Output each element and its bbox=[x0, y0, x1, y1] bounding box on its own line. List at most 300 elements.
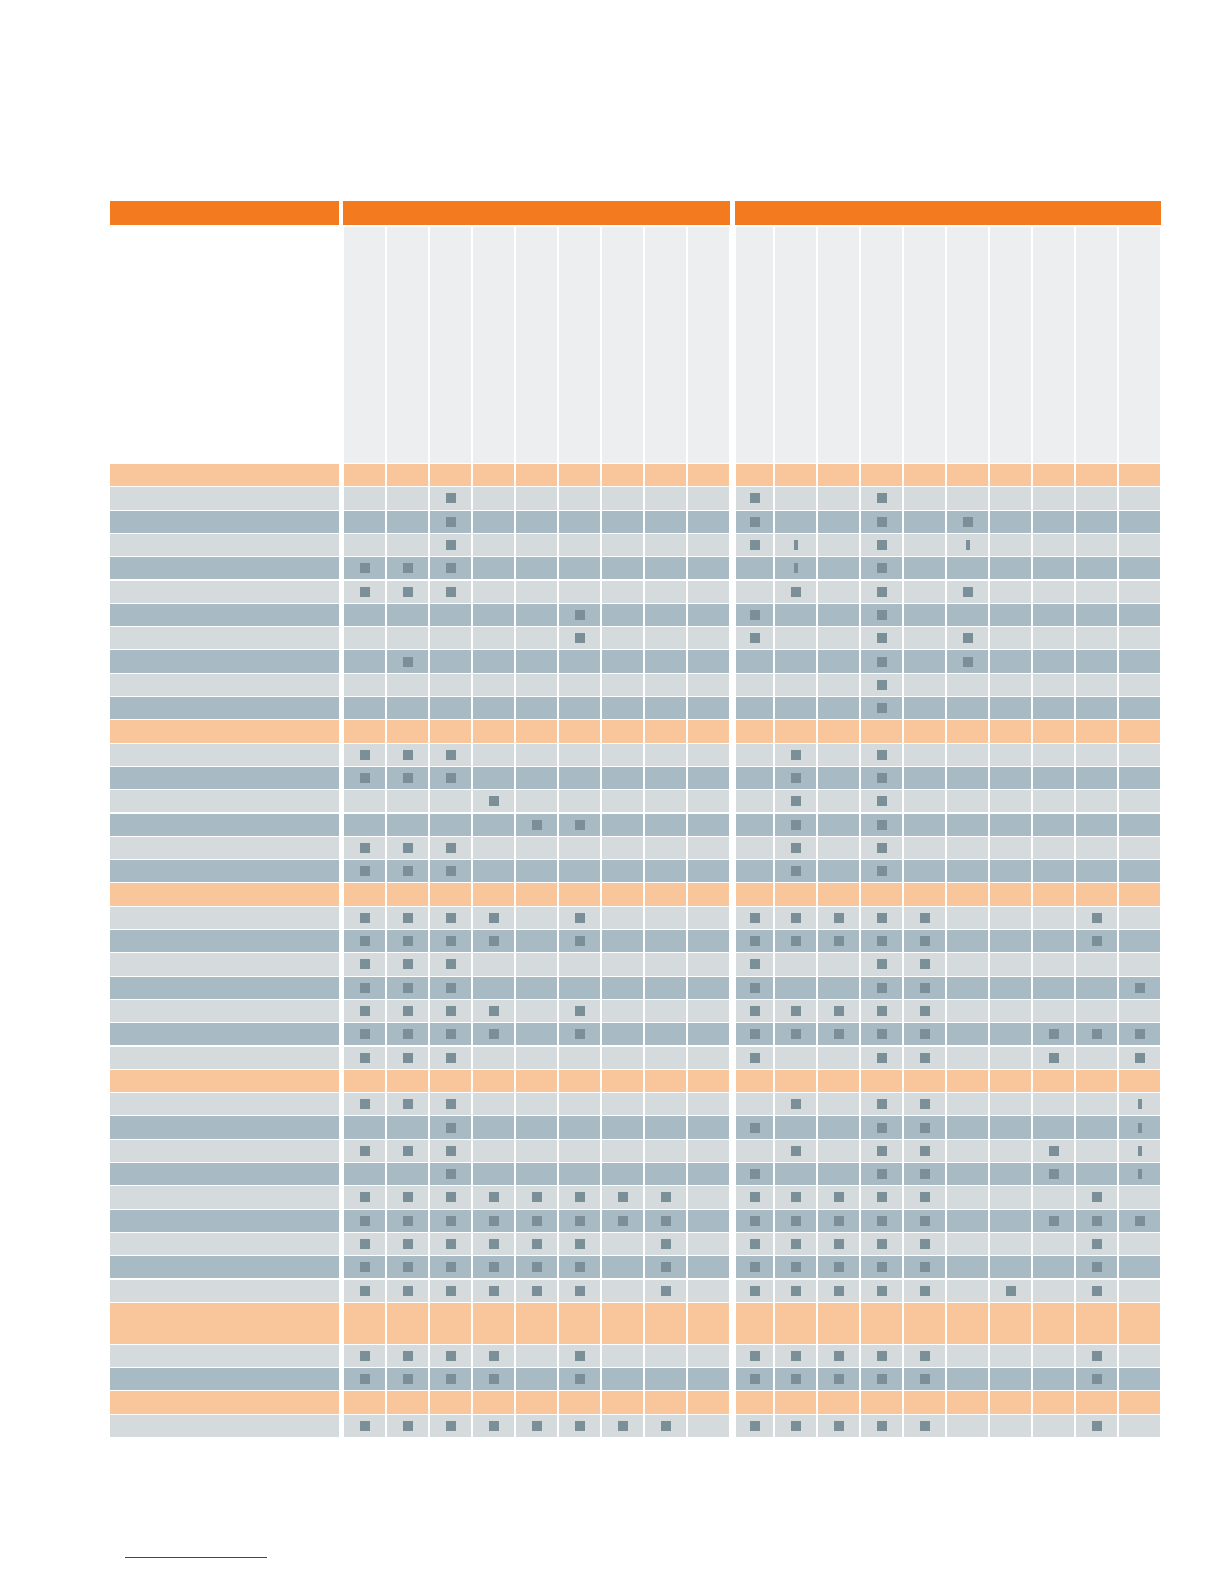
check-square-icon bbox=[403, 1146, 413, 1156]
column-header-right-4 bbox=[861, 227, 902, 463]
check-square-icon bbox=[575, 913, 585, 923]
check-square-icon bbox=[575, 1351, 585, 1361]
section-header-left-cell-9 bbox=[688, 1391, 729, 1413]
table-row-right-cell-8 bbox=[1033, 1116, 1074, 1138]
table-row-label bbox=[110, 907, 339, 929]
table-row-right-cell-6 bbox=[947, 953, 988, 975]
table-row-right-cell-5 bbox=[904, 627, 945, 649]
table-row-right-cell-7 bbox=[990, 744, 1031, 766]
table-row-right-cell-1 bbox=[736, 814, 773, 836]
check-square-icon bbox=[532, 1286, 542, 1296]
check-square-icon bbox=[489, 936, 499, 946]
table-row-right-cell-8 bbox=[1033, 1256, 1074, 1278]
check-square-icon bbox=[877, 1239, 887, 1249]
check-square-icon bbox=[1135, 1029, 1145, 1039]
check-square-icon bbox=[1049, 1169, 1059, 1179]
check-square-icon bbox=[877, 517, 887, 527]
section-header-right-cell-4 bbox=[861, 1303, 902, 1344]
table-row-left-cell-2 bbox=[387, 627, 428, 649]
check-square-icon bbox=[877, 1053, 887, 1063]
table-row-label bbox=[110, 1415, 339, 1437]
check-square-icon bbox=[1135, 1053, 1145, 1063]
check-square-icon bbox=[1092, 1262, 1102, 1272]
check-square-icon bbox=[360, 1421, 370, 1431]
table-row-right-cell-2 bbox=[775, 977, 816, 999]
table-row-right-cell-6 bbox=[947, 1186, 988, 1208]
check-square-icon bbox=[403, 843, 413, 853]
table-row-right-cell-5 bbox=[904, 697, 945, 719]
header-bar-label bbox=[110, 201, 339, 225]
table-row-left-cell-9 bbox=[688, 487, 729, 509]
table-row-right-cell-9 bbox=[1076, 604, 1117, 626]
table-row-left-cell-3 bbox=[430, 650, 471, 672]
table-row-right-cell-10 bbox=[1119, 674, 1160, 696]
table-row-left-cell-9 bbox=[688, 837, 729, 859]
section-header-left-cell-2 bbox=[387, 1070, 428, 1092]
table-row-right-cell-8 bbox=[1033, 1345, 1074, 1367]
check-square-icon bbox=[877, 633, 887, 643]
check-square-icon bbox=[920, 1239, 930, 1249]
check-square-icon bbox=[446, 1169, 456, 1179]
table-row-label bbox=[110, 557, 339, 579]
check-square-icon bbox=[575, 633, 585, 643]
check-square-icon bbox=[360, 1239, 370, 1249]
check-square-icon bbox=[618, 1216, 628, 1226]
table-row-right-cell-7 bbox=[990, 1186, 1031, 1208]
check-square-icon bbox=[920, 959, 930, 969]
table-row-left-cell-1 bbox=[344, 604, 385, 626]
table-row-right-cell-7 bbox=[990, 534, 1031, 556]
section-header-left-cell-5 bbox=[516, 720, 557, 742]
table-row-left-cell-8 bbox=[645, 790, 686, 812]
table-row-right-cell-7 bbox=[990, 581, 1031, 603]
table-row-left-cell-5 bbox=[516, 1368, 557, 1390]
table-row-right-cell-6 bbox=[947, 1280, 988, 1302]
column-header-left-3 bbox=[430, 227, 471, 463]
table-row-left-cell-7 bbox=[602, 674, 643, 696]
table-row-left-cell-9 bbox=[688, 1116, 729, 1138]
table-row-right-cell-7 bbox=[990, 1256, 1031, 1278]
table-row-right-cell-9 bbox=[1076, 1163, 1117, 1185]
table-row-right-cell-6 bbox=[947, 487, 988, 509]
section-header-right-cell-3 bbox=[818, 1303, 859, 1344]
check-square-icon bbox=[360, 1053, 370, 1063]
check-square-icon bbox=[446, 913, 456, 923]
table-row-left-cell-2 bbox=[387, 487, 428, 509]
check-square-icon bbox=[360, 1192, 370, 1202]
table-row-label bbox=[110, 511, 339, 533]
check-square-icon bbox=[791, 1421, 801, 1431]
table-row-right-cell-9 bbox=[1076, 1116, 1117, 1138]
table-row-left-cell-8 bbox=[645, 814, 686, 836]
check-square-icon bbox=[877, 843, 887, 853]
check-square-icon bbox=[489, 1216, 499, 1226]
section-header-right-cell-2 bbox=[775, 1070, 816, 1092]
partial-tick-icon bbox=[794, 540, 798, 550]
check-square-icon bbox=[750, 1262, 760, 1272]
section-header-right-cell-3 bbox=[818, 464, 859, 486]
table-row-left-cell-8 bbox=[645, 604, 686, 626]
table-row-left-cell-8 bbox=[645, 581, 686, 603]
table-row-left-cell-9 bbox=[688, 581, 729, 603]
table-row-left-cell-9 bbox=[688, 1415, 729, 1437]
table-row-left-cell-8 bbox=[645, 860, 686, 882]
check-square-icon bbox=[877, 1146, 887, 1156]
table-row-left-cell-7 bbox=[602, 1233, 643, 1255]
table-row-left-cell-8 bbox=[645, 674, 686, 696]
column-header-right-3 bbox=[818, 227, 859, 463]
table-row-left-cell-9 bbox=[688, 1140, 729, 1162]
check-square-icon bbox=[750, 1123, 760, 1133]
check-square-icon bbox=[791, 936, 801, 946]
check-square-icon bbox=[750, 1351, 760, 1361]
table-row-right-cell-5 bbox=[904, 790, 945, 812]
table-row-left-cell-8 bbox=[645, 487, 686, 509]
table-row-right-cell-8 bbox=[1033, 744, 1074, 766]
table-row-left-cell-5 bbox=[516, 557, 557, 579]
section-header-right-cell-10 bbox=[1119, 883, 1160, 905]
check-square-icon bbox=[360, 750, 370, 760]
check-square-icon bbox=[877, 680, 887, 690]
table-row-left-cell-6 bbox=[559, 977, 600, 999]
table-row-left-cell-1 bbox=[344, 790, 385, 812]
table-row-right-cell-8 bbox=[1033, 697, 1074, 719]
table-row-right-cell-8 bbox=[1033, 930, 1074, 952]
check-square-icon bbox=[877, 913, 887, 923]
check-square-icon bbox=[489, 1192, 499, 1202]
table-row-left-cell-7 bbox=[602, 1047, 643, 1069]
check-square-icon bbox=[920, 1053, 930, 1063]
check-square-icon bbox=[532, 1216, 542, 1226]
check-square-icon bbox=[877, 563, 887, 573]
check-square-icon bbox=[963, 657, 973, 667]
check-square-icon bbox=[489, 1262, 499, 1272]
table-row-right-cell-8 bbox=[1033, 534, 1074, 556]
section-header-left-cell-2 bbox=[387, 464, 428, 486]
table-row-left-cell-2 bbox=[387, 604, 428, 626]
table-row-left-cell-5 bbox=[516, 953, 557, 975]
check-square-icon bbox=[403, 773, 413, 783]
table-row-label bbox=[110, 1093, 339, 1115]
table-row-right-cell-10 bbox=[1119, 930, 1160, 952]
table-row-left-cell-9 bbox=[688, 534, 729, 556]
table-row-left-cell-7 bbox=[602, 860, 643, 882]
table-row-right-cell-7 bbox=[990, 1233, 1031, 1255]
table-row-right-cell-8 bbox=[1033, 627, 1074, 649]
table-row-right-cell-9 bbox=[1076, 790, 1117, 812]
table-row-right-cell-8 bbox=[1033, 790, 1074, 812]
check-square-icon bbox=[791, 1192, 801, 1202]
table-row-right-cell-9 bbox=[1076, 697, 1117, 719]
section-header-right-cell-1 bbox=[736, 1070, 773, 1092]
check-square-icon bbox=[791, 1146, 801, 1156]
column-header-left-7 bbox=[602, 227, 643, 463]
section-header-right-cell-6 bbox=[947, 1303, 988, 1344]
table-row-left-cell-7 bbox=[602, 744, 643, 766]
check-square-icon bbox=[489, 1374, 499, 1384]
check-square-icon bbox=[575, 936, 585, 946]
table-row-left-cell-5 bbox=[516, 674, 557, 696]
table-row-right-cell-10 bbox=[1119, 1000, 1160, 1022]
section-header-right-cell-10 bbox=[1119, 464, 1160, 486]
table-row-left-cell-7 bbox=[602, 511, 643, 533]
table-row-right-cell-3 bbox=[818, 977, 859, 999]
table-row-left-cell-9 bbox=[688, 1000, 729, 1022]
table-row-left-cell-7 bbox=[602, 1280, 643, 1302]
check-square-icon bbox=[1092, 1239, 1102, 1249]
table-row-left-cell-4 bbox=[473, 860, 514, 882]
table-row-right-cell-6 bbox=[947, 1000, 988, 1022]
check-square-icon bbox=[877, 820, 887, 830]
table-row-right-cell-8 bbox=[1033, 837, 1074, 859]
table-row-right-cell-9 bbox=[1076, 860, 1117, 882]
table-row-left-cell-6 bbox=[559, 1163, 600, 1185]
section-header-right-cell-7 bbox=[990, 1391, 1031, 1413]
table-row-right-cell-7 bbox=[990, 1345, 1031, 1367]
check-square-icon bbox=[403, 563, 413, 573]
table-row-left-cell-5 bbox=[516, 977, 557, 999]
table-row-left-cell-6 bbox=[559, 674, 600, 696]
table-row-right-cell-6 bbox=[947, 1210, 988, 1232]
table-row-left-cell-5 bbox=[516, 604, 557, 626]
section-header-right-cell-6 bbox=[947, 883, 988, 905]
check-square-icon bbox=[750, 493, 760, 503]
table-row-label bbox=[110, 1140, 339, 1162]
check-square-icon bbox=[834, 1216, 844, 1226]
table-row-left-cell-4 bbox=[473, 1140, 514, 1162]
footnote-divider bbox=[125, 1557, 267, 1558]
table-row-right-cell-6 bbox=[947, 604, 988, 626]
table-row-right-cell-5 bbox=[904, 650, 945, 672]
section-header-left-cell-6 bbox=[559, 1070, 600, 1092]
column-header-left-4 bbox=[473, 227, 514, 463]
table-row-left-cell-9 bbox=[688, 604, 729, 626]
table-row-left-cell-8 bbox=[645, 1116, 686, 1138]
table-row-right-cell-9 bbox=[1076, 1047, 1117, 1069]
check-square-icon bbox=[834, 913, 844, 923]
check-square-icon bbox=[877, 1169, 887, 1179]
check-square-icon bbox=[877, 1006, 887, 1016]
table-row-right-cell-10 bbox=[1119, 1186, 1160, 1208]
check-square-icon bbox=[877, 587, 887, 597]
table-row-right-cell-5 bbox=[904, 860, 945, 882]
check-square-icon bbox=[791, 1374, 801, 1384]
table-row-left-cell-8 bbox=[645, 744, 686, 766]
table-row-left-cell-7 bbox=[602, 1163, 643, 1185]
table-row-left-cell-3 bbox=[430, 790, 471, 812]
table-row-right-cell-10 bbox=[1119, 604, 1160, 626]
check-square-icon bbox=[920, 1262, 930, 1272]
check-square-icon bbox=[877, 1421, 887, 1431]
section-header-left-cell-8 bbox=[645, 720, 686, 742]
column-header-right-8 bbox=[1033, 227, 1074, 463]
table-row-left-cell-9 bbox=[688, 1163, 729, 1185]
table-row-right-cell-8 bbox=[1033, 1280, 1074, 1302]
table-row-right-cell-9 bbox=[1076, 511, 1117, 533]
check-square-icon bbox=[360, 959, 370, 969]
section-header-left-cell-1 bbox=[344, 883, 385, 905]
section-header-right-cell-9 bbox=[1076, 1391, 1117, 1413]
check-square-icon bbox=[1092, 1351, 1102, 1361]
table-row-right-cell-1 bbox=[736, 650, 773, 672]
table-row-left-cell-4 bbox=[473, 837, 514, 859]
table-row-left-cell-6 bbox=[559, 557, 600, 579]
table-row-left-cell-9 bbox=[688, 674, 729, 696]
table-row-left-cell-1 bbox=[344, 1163, 385, 1185]
section-header-left-cell-8 bbox=[645, 883, 686, 905]
section-header-right-cell-9 bbox=[1076, 1070, 1117, 1092]
table-row-label bbox=[110, 814, 339, 836]
check-square-icon bbox=[791, 750, 801, 760]
check-square-icon bbox=[920, 1099, 930, 1109]
table-row-label bbox=[110, 604, 339, 626]
section-header-right-cell-6 bbox=[947, 464, 988, 486]
check-square-icon bbox=[791, 587, 801, 597]
section-header-left-cell-6 bbox=[559, 883, 600, 905]
table-row-left-cell-4 bbox=[473, 604, 514, 626]
check-square-icon bbox=[360, 773, 370, 783]
check-square-icon bbox=[661, 1216, 671, 1226]
check-square-icon bbox=[446, 959, 456, 969]
table-row-left-cell-6 bbox=[559, 697, 600, 719]
table-row-left-cell-6 bbox=[559, 767, 600, 789]
table-row-right-cell-1 bbox=[736, 1093, 773, 1115]
table-row-right-cell-3 bbox=[818, 674, 859, 696]
section-header-left-cell-7 bbox=[602, 720, 643, 742]
section-header-right-cell-4 bbox=[861, 1070, 902, 1092]
check-square-icon bbox=[446, 843, 456, 853]
table-row-left-cell-6 bbox=[559, 487, 600, 509]
table-row-left-cell-3 bbox=[430, 604, 471, 626]
check-square-icon bbox=[446, 1029, 456, 1039]
table-row-left-cell-9 bbox=[688, 790, 729, 812]
section-header-left-cell-3 bbox=[430, 720, 471, 742]
check-square-icon bbox=[920, 1006, 930, 1016]
check-square-icon bbox=[446, 1192, 456, 1202]
table-row-left-cell-7 bbox=[602, 790, 643, 812]
check-square-icon bbox=[446, 1123, 456, 1133]
check-square-icon bbox=[791, 1029, 801, 1039]
check-square-icon bbox=[446, 563, 456, 573]
check-square-icon bbox=[360, 1006, 370, 1016]
table-row-left-cell-8 bbox=[645, 1163, 686, 1185]
section-header-label bbox=[110, 720, 339, 742]
table-row-label bbox=[110, 953, 339, 975]
check-square-icon bbox=[403, 1216, 413, 1226]
table-row-right-cell-10 bbox=[1119, 650, 1160, 672]
check-square-icon bbox=[360, 1216, 370, 1226]
table-row-right-cell-6 bbox=[947, 1415, 988, 1437]
check-square-icon bbox=[403, 1351, 413, 1361]
check-square-icon bbox=[750, 1192, 760, 1202]
section-header-label bbox=[110, 883, 339, 905]
table-row-left-cell-5 bbox=[516, 1023, 557, 1045]
table-row-left-cell-7 bbox=[602, 1140, 643, 1162]
section-header-left-cell-4 bbox=[473, 1391, 514, 1413]
check-square-icon bbox=[446, 1099, 456, 1109]
section-header-left-cell-1 bbox=[344, 1303, 385, 1344]
check-square-icon bbox=[877, 1262, 887, 1272]
check-square-icon bbox=[834, 1192, 844, 1202]
table-row-left-cell-4 bbox=[473, 697, 514, 719]
check-square-icon bbox=[750, 540, 760, 550]
table-row-right-cell-6 bbox=[947, 930, 988, 952]
check-square-icon bbox=[446, 983, 456, 993]
table-row-left-cell-5 bbox=[516, 697, 557, 719]
table-row-left-cell-5 bbox=[516, 907, 557, 929]
table-row-right-cell-1 bbox=[736, 860, 773, 882]
table-row-right-cell-8 bbox=[1033, 814, 1074, 836]
table-row-label bbox=[110, 1186, 339, 1208]
table-row-left-cell-7 bbox=[602, 627, 643, 649]
check-square-icon bbox=[877, 1099, 887, 1109]
table-row-right-cell-10 bbox=[1119, 511, 1160, 533]
table-row-left-cell-1 bbox=[344, 627, 385, 649]
check-square-icon bbox=[1049, 1146, 1059, 1156]
check-square-icon bbox=[661, 1286, 671, 1296]
table-row-right-cell-8 bbox=[1033, 767, 1074, 789]
table-row-left-cell-8 bbox=[645, 1345, 686, 1367]
check-square-icon bbox=[360, 1286, 370, 1296]
table-row-right-cell-1 bbox=[736, 767, 773, 789]
section-header-right-cell-5 bbox=[904, 720, 945, 742]
table-row-right-cell-10 bbox=[1119, 581, 1160, 603]
table-row-left-cell-6 bbox=[559, 1116, 600, 1138]
section-header-label bbox=[110, 1070, 339, 1092]
table-row-right-cell-2 bbox=[775, 1047, 816, 1069]
column-header-left-6 bbox=[559, 227, 600, 463]
table-row-right-cell-7 bbox=[990, 1047, 1031, 1069]
table-row-right-cell-8 bbox=[1033, 604, 1074, 626]
table-row-left-cell-9 bbox=[688, 1023, 729, 1045]
section-header-left-cell-7 bbox=[602, 1303, 643, 1344]
section-header-left-cell-6 bbox=[559, 720, 600, 742]
header-bar-left-group bbox=[343, 201, 730, 225]
table-row-right-cell-6 bbox=[947, 1163, 988, 1185]
table-row-label bbox=[110, 487, 339, 509]
table-row-right-cell-3 bbox=[818, 1140, 859, 1162]
check-square-icon bbox=[877, 796, 887, 806]
table-row-right-cell-2 bbox=[775, 487, 816, 509]
table-row-right-cell-9 bbox=[1076, 627, 1117, 649]
table-row-right-cell-5 bbox=[904, 744, 945, 766]
section-header-label bbox=[110, 464, 339, 486]
section-header-right-cell-8 bbox=[1033, 1303, 1074, 1344]
check-square-icon bbox=[446, 1006, 456, 1016]
section-header-left-cell-3 bbox=[430, 1070, 471, 1092]
table-row-label bbox=[110, 1210, 339, 1232]
check-square-icon bbox=[750, 1421, 760, 1431]
table-row-right-cell-7 bbox=[990, 860, 1031, 882]
table-row-left-cell-4 bbox=[473, 557, 514, 579]
check-square-icon bbox=[446, 1239, 456, 1249]
section-header-right-cell-2 bbox=[775, 1391, 816, 1413]
section-header-right-cell-6 bbox=[947, 1070, 988, 1092]
table-row-left-cell-4 bbox=[473, 674, 514, 696]
table-row-right-cell-7 bbox=[990, 1163, 1031, 1185]
table-row-right-cell-8 bbox=[1033, 907, 1074, 929]
column-header-right-2 bbox=[775, 227, 816, 463]
table-row-left-cell-4 bbox=[473, 627, 514, 649]
check-square-icon bbox=[920, 1351, 930, 1361]
section-header-left-cell-9 bbox=[688, 720, 729, 742]
table-row-right-cell-9 bbox=[1076, 744, 1117, 766]
table-row-left-cell-5 bbox=[516, 837, 557, 859]
check-square-icon bbox=[877, 703, 887, 713]
table-row-left-cell-7 bbox=[602, 1000, 643, 1022]
section-header-left-cell-3 bbox=[430, 1391, 471, 1413]
column-header-right-7 bbox=[990, 227, 1031, 463]
